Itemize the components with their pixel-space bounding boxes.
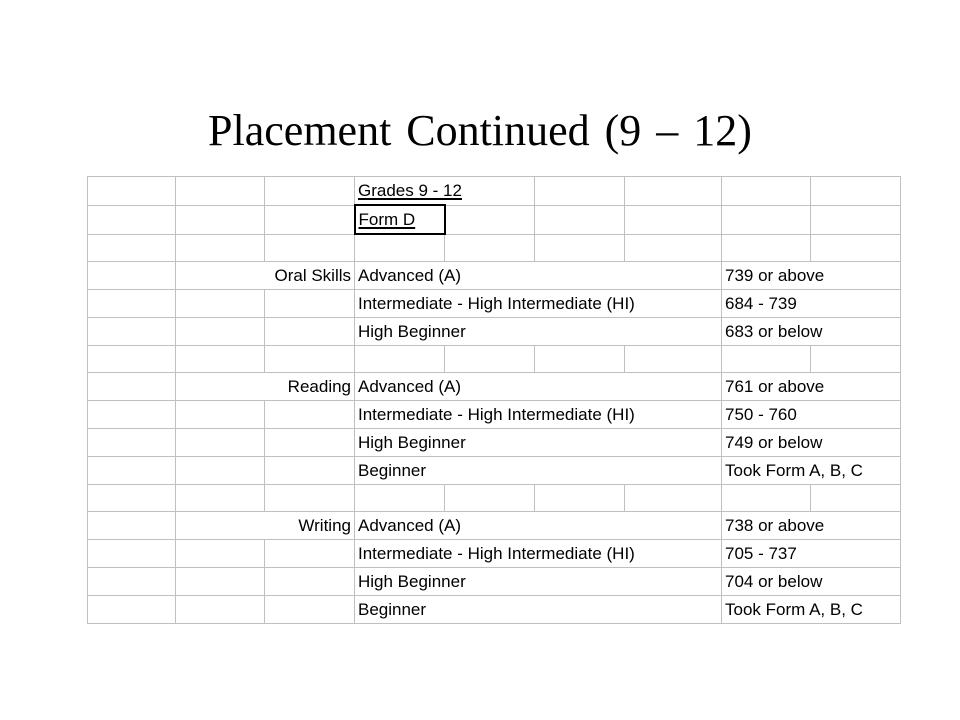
level-cell: Advanced (A) (355, 511, 722, 539)
table-row (88, 428, 901, 456)
table-cell (88, 456, 176, 484)
table-cell (535, 345, 625, 372)
table-cell (88, 428, 176, 456)
level-cell: High Beginner (355, 567, 722, 595)
table-cell (88, 595, 176, 623)
table-cell (265, 595, 355, 623)
table-cell (88, 511, 176, 539)
table-cell (265, 317, 355, 345)
level-cell: High Beginner (355, 317, 722, 345)
placement-table (87, 176, 901, 624)
table-row (88, 261, 901, 289)
table-row (88, 317, 901, 345)
table-cell (176, 400, 265, 428)
table-cell (88, 317, 176, 345)
table-cell (265, 234, 355, 261)
score-cell: 705 - 737 (722, 539, 901, 567)
score-cell: Took Form A, B, C (722, 595, 901, 623)
score-cell: Took Form A, B, C (722, 456, 901, 484)
table-cell (811, 234, 901, 261)
table-row (88, 539, 901, 567)
table-cell (722, 345, 811, 372)
table-cell (265, 484, 355, 511)
table-cell (445, 484, 535, 511)
table-cell (176, 484, 265, 511)
table-cell (535, 484, 625, 511)
table-cell (88, 177, 176, 206)
table-cell (176, 317, 265, 345)
table-cell (535, 205, 625, 234)
table-cell (176, 595, 265, 623)
table-row (88, 595, 901, 623)
table-cell (176, 234, 265, 261)
table-row (88, 205, 901, 234)
table-cell (722, 234, 811, 261)
level-cell: Advanced (A) (355, 261, 722, 289)
table-cell (445, 205, 535, 234)
level-cell: Advanced (A) (355, 372, 722, 400)
score-cell: 684 - 739 (722, 289, 901, 317)
table-cell (625, 205, 722, 234)
table-cell (355, 345, 445, 372)
skill-label: Writing (176, 511, 355, 539)
grades-header: Grades 9 - 12 (355, 177, 535, 206)
table-cell (176, 456, 265, 484)
table-cell (88, 205, 176, 234)
score-cell: 750 - 760 (722, 400, 901, 428)
table-cell (535, 234, 625, 261)
table-cell (265, 205, 355, 234)
score-cell: 683 or below (722, 317, 901, 345)
table-cell (355, 484, 445, 511)
level-cell: Beginner (355, 456, 722, 484)
table-cell (88, 345, 176, 372)
level-cell: Beginner (355, 595, 722, 623)
table-row (88, 567, 901, 595)
score-cell: 761 or above (722, 372, 901, 400)
skill-label: Reading (176, 372, 355, 400)
score-cell: 749 or below (722, 428, 901, 456)
table-cell (445, 345, 535, 372)
table-cell (445, 234, 535, 261)
level-cell: Intermediate - High Intermediate (HI) (355, 539, 722, 567)
table-cell (625, 345, 722, 372)
table-cell (535, 177, 625, 206)
table-cell (722, 484, 811, 511)
table-cell (176, 567, 265, 595)
table-cell (355, 234, 445, 261)
table-row (88, 456, 901, 484)
table-row (88, 345, 901, 372)
table-row (88, 511, 901, 539)
table-cell (176, 205, 265, 234)
table-cell (88, 539, 176, 567)
table-cell (176, 177, 265, 206)
table-cell (265, 456, 355, 484)
level-cell: High Beginner (355, 428, 722, 456)
table-cell (722, 205, 811, 234)
table-row (88, 289, 901, 317)
score-cell: 738 or above (722, 511, 901, 539)
level-cell: Intermediate - High Intermediate (HI) (355, 400, 722, 428)
table-cell (265, 539, 355, 567)
table-cell (265, 428, 355, 456)
table-cell (88, 289, 176, 317)
skill-label: Oral Skills (176, 261, 355, 289)
table-cell (265, 567, 355, 595)
table-row (88, 234, 901, 261)
table-cell (176, 539, 265, 567)
form-header: Form D (355, 205, 445, 234)
table-row (88, 484, 901, 511)
table-cell (88, 567, 176, 595)
table-cell (176, 289, 265, 317)
score-cell: 739 or above (722, 261, 901, 289)
table-cell (88, 234, 176, 261)
table-cell (265, 400, 355, 428)
table-cell (265, 289, 355, 317)
table-cell (811, 177, 901, 206)
table-cell (625, 484, 722, 511)
table-row (88, 177, 901, 206)
table-cell (88, 400, 176, 428)
table-cell (811, 345, 901, 372)
table-cell (625, 177, 722, 206)
table-cell (88, 372, 176, 400)
table-cell (265, 345, 355, 372)
table-row (88, 400, 901, 428)
score-cell: 704 or below (722, 567, 901, 595)
slide-title: Placement Continued (9 – 12) (208, 106, 752, 155)
table-cell (722, 177, 811, 206)
table-cell (88, 261, 176, 289)
table-cell (811, 205, 901, 234)
table-cell (811, 484, 901, 511)
table-cell (88, 484, 176, 511)
table-cell (625, 234, 722, 261)
table-row (88, 372, 901, 400)
table-cell (176, 428, 265, 456)
level-cell: Intermediate - High Intermediate (HI) (355, 289, 722, 317)
table-cell (176, 345, 265, 372)
table-cell (265, 177, 355, 206)
